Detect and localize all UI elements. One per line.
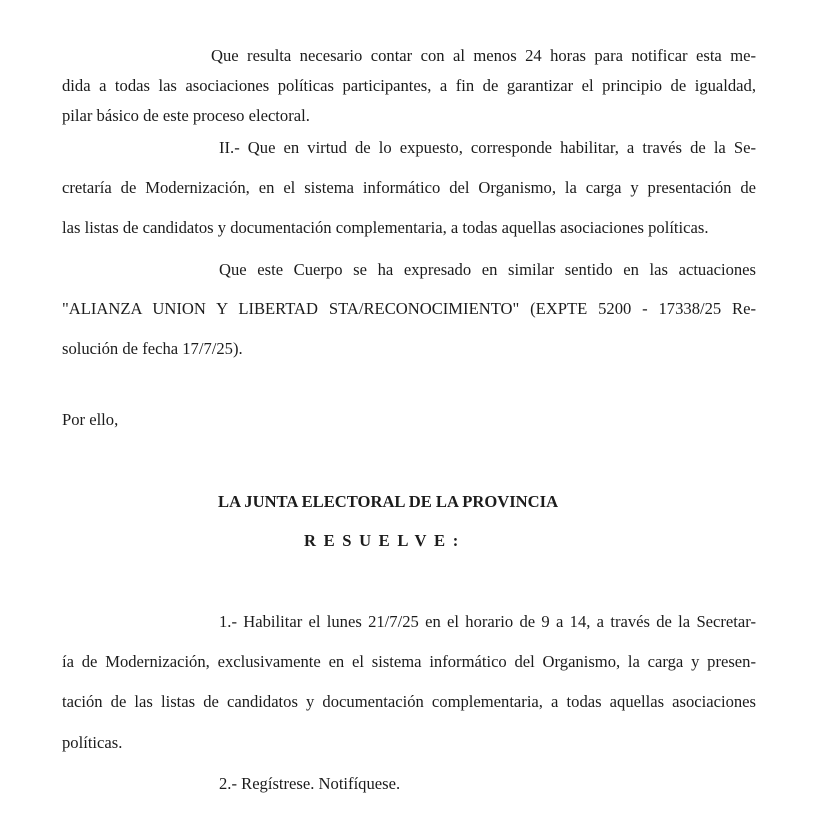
- por-ello-text: Por ello,: [62, 410, 119, 429]
- paragraph-line: II.- Que en virtud de lo expuesto, corresponde habilitar, a través de la Se-: [219, 138, 756, 157]
- resolution-item-line: ía de Modernización, exclusivamente en el sistema informático del Organismo, la carga y presen-: [62, 652, 756, 671]
- resolution-item-line: 1.- Habilitar el lunes 21/7/25 en el horario de 9 a 14, a través de la Secretar-: [219, 612, 756, 631]
- paragraph-line: Que resulta necesario contar con al menos 24 horas para notificar esta me-: [211, 46, 756, 65]
- resuelve-heading: RESUELVE:: [304, 531, 466, 550]
- resolution-item-line: políticas.: [62, 733, 123, 752]
- paragraph-line: solución de fecha 17/7/25).: [62, 339, 243, 358]
- paragraph-line: dida a todas las asociaciones políticas participantes, a fin de garantizar el principio de igualdad,: [62, 76, 756, 95]
- paragraph-line: cretaría de Modernización, en el sistema informático del Organismo, la carga y presentación de: [62, 178, 756, 197]
- resolution-item-2: 2.- Regístrese. Notifíquese.: [219, 774, 401, 793]
- paragraph-line: "ALIANZA UNION Y LIBERTAD STA/RECONOCIMIENTO" (EXPTE 5200 - 17338/25 Re-: [62, 299, 756, 318]
- resolution-item-line: tación de las listas de candidatos y documentación complementaria, a todas aquellas asociaciones: [62, 692, 756, 711]
- paragraph-line: Que este Cuerpo se ha expresado en similar sentido en las actuaciones: [219, 260, 756, 279]
- paragraph-line: pilar básico de este proceso electoral.: [62, 106, 310, 125]
- paragraph-line: las listas de candidatos y documentación complementaria, a todas aquellas asociaciones políticas.: [62, 218, 709, 237]
- resolution-heading: LA JUNTA ELECTORAL DE LA PROVINCIA: [218, 492, 559, 511]
